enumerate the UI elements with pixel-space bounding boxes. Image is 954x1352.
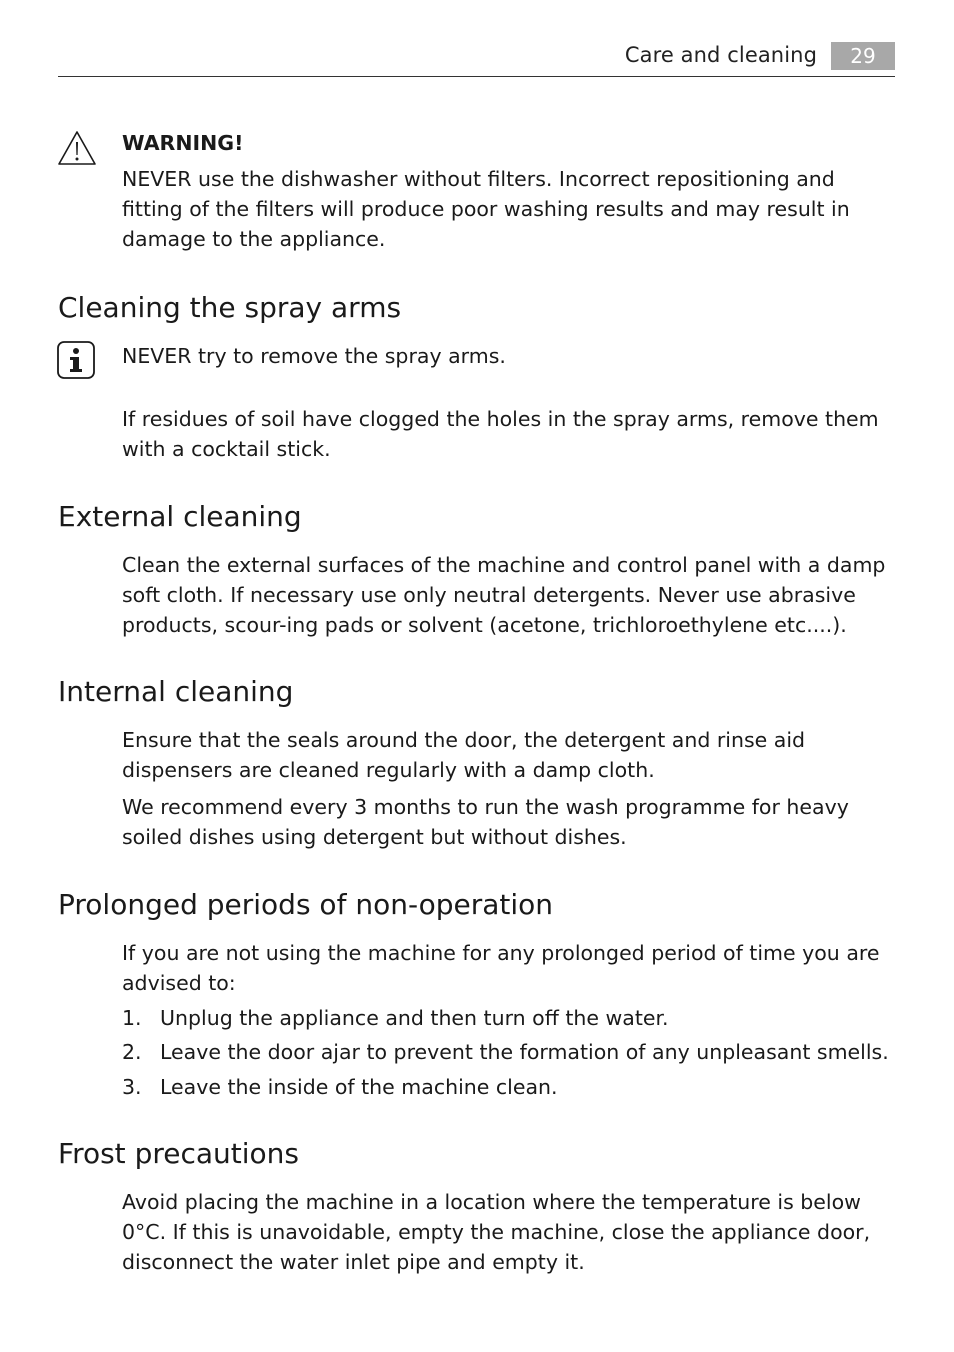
frost-text: Avoid placing the machine in a location where the temperature is below 0°C. If this is unavoidable, empty the machine, close the appliance door, disconnect the water inlet pipe and empty it. [122, 1190, 871, 1274]
prolonged-steps [122, 1003, 898, 1102]
info-icon [57, 341, 95, 379]
frost-body [122, 1187, 898, 1277]
warning-triangle-icon [57, 130, 97, 166]
prolonged-body [122, 938, 898, 1106]
warning-title: WARNING! [122, 131, 244, 155]
heading-spray-arms: Cleaning the spray arms [58, 291, 402, 324]
heading-external-cleaning: External cleaning [58, 500, 302, 533]
heading-prolonged: Prolonged periods of non-operation [58, 888, 554, 921]
list-item: 3. Leave the inside of the machine clean. [122, 1074, 558, 1099]
warning-text: NEVER use the dishwasher without filters. Incorrect repositioning and fitting of the filters will produce poor washing results and may result in damage to the appliance. [122, 167, 850, 251]
warning-block [122, 128, 898, 254]
list-item: 1. Unplug the appliance and then turn off the water. [122, 1005, 669, 1030]
prolonged-intro: If you are not using the machine for any prolonged period of time you are advised to: [122, 941, 880, 995]
internal-text-1: Ensure that the seals around the door, the detergent and rinse aid dispensers are cleaned regularly with a damp cloth. [122, 728, 806, 782]
section-title: Care and cleaning [624, 43, 817, 67]
list-item: 2. Leave the door ajar to prevent the formation of any unpleasant smells. [122, 1040, 889, 1064]
spray-arms-text: If residues of soil have clogged the holes in the spray arms, remove them with a cocktail stick. [122, 407, 879, 461]
spray-arms-body [122, 404, 898, 464]
page-header [58, 38, 895, 77]
external-text: Clean the external surfaces of the machine and control panel with a damp soft cloth. If necessary use only neutral detergents. Never use abrasive products, scour-ing pads or solvent (acetone, trichloroethylene etc....). [122, 553, 886, 637]
heading-internal-cleaning: Internal cleaning [58, 675, 294, 708]
spray-arms-note [122, 341, 898, 371]
page-number: 29 [831, 42, 895, 70]
heading-frost: Frost precautions [58, 1137, 299, 1170]
internal-text-2: We recommend every 3 months to run the wash programme for heavy soiled dishes using detergent but without dishes. [122, 795, 849, 849]
spray-arms-note-text: NEVER try to remove the spray arms. [122, 344, 506, 368]
internal-body [122, 725, 898, 852]
external-body [122, 550, 898, 640]
